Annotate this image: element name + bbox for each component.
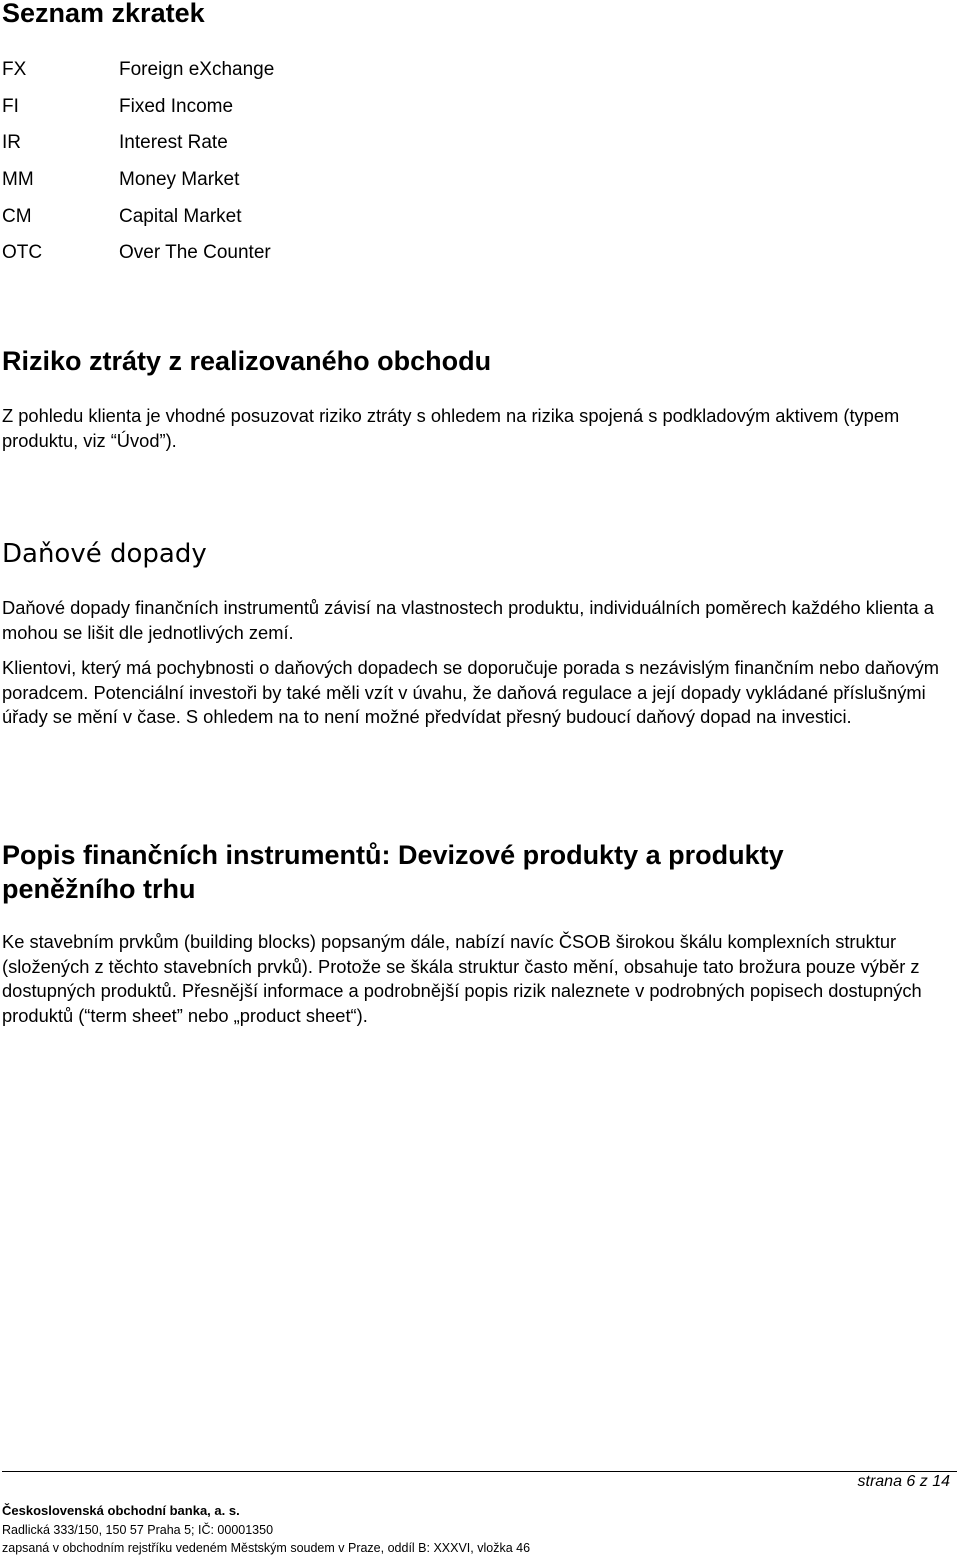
abbreviation-value: Interest Rate xyxy=(119,132,228,154)
footer-company: Československá obchodní banka, a. s. xyxy=(2,1503,240,1518)
abbreviation-key: CM xyxy=(2,205,32,227)
abbreviation-key: OTC xyxy=(2,242,43,264)
riziko-paragraph: Z pohledu klienta je vhodné posuzovat riziko ztráty s ohledem na rizika spojená s podkladovým aktivem (typem produktu, viz “Úvod”). xyxy=(2,405,900,451)
abbreviation-row xyxy=(2,52,274,89)
abbreviation-value: Fixed Income xyxy=(119,95,234,117)
abbreviation-value: Over The Counter xyxy=(119,242,271,264)
abbreviation-row xyxy=(2,235,274,272)
abbreviation-key: IR xyxy=(2,132,21,154)
popis-heading: Popis finančních instrumentů: Devizové produkty a produkty peněžního trhu xyxy=(2,840,784,904)
footer-address: Radlická 333/150, 150 57 Praha 5; IČ: 00001350 xyxy=(2,1523,274,1537)
footer-divider xyxy=(2,1471,957,1472)
abbreviations-table xyxy=(2,52,274,272)
abbreviation-key: FI xyxy=(2,95,19,117)
abbreviation-value: Money Market xyxy=(119,169,240,191)
abbreviation-row xyxy=(2,89,274,126)
footer-register: zapsaná v obchodním rejstříku vedeném Městským soudem v Praze, oddíl B: XXXVI, vložka 46 xyxy=(2,1541,531,1555)
page-number: strana 6 z 14 xyxy=(857,1473,950,1490)
abbreviation-key: MM xyxy=(2,169,34,191)
dane-heading: Daňové dopady xyxy=(2,539,207,569)
abbreviation-key: FX xyxy=(2,59,27,81)
dane-paragraph-1: Daňové dopady finančních instrumentů závisí na vlastnostech produktu, individuálních poměrech každého klienta a mohou se lišit dle jednotlivých zemí. xyxy=(2,597,934,643)
abbreviation-value: Capital Market xyxy=(119,205,242,227)
popis-paragraph: Ke stavebním prvkům (building blocks) popsaným dále, nabízí navíc ČSOB širokou škálu komplexních struktur (složených z těchto stavebních prvků). Protože se škála struktur často mění, obsahuje tato brožura pouze výběr z dostupných produktů. Přesnější informace a podrobnější popis rizik naleznete v podrobných popisech dostupných produktů (“term sheet” nebo „product sheet“). xyxy=(2,931,922,1026)
riziko-heading: Riziko ztráty z realizovaného obchodu xyxy=(2,346,492,376)
abbreviations-heading: Seznam zkratek xyxy=(2,0,205,28)
abbreviation-row xyxy=(2,125,274,162)
abbreviation-value: Foreign eXchange xyxy=(119,59,275,81)
abbreviation-row xyxy=(2,162,274,199)
dane-paragraph-2: Klientovi, který má pochybnosti o daňových dopadech se doporučuje porada s nezávislým finančním nebo daňovým poradcem. Potenciální investoři by také měli vzít v úvahu, že daňová regulace a její dopady vykládané příslušnými úřady se mění v čase. S ohledem na to není možné předvídat přesný budoucí daňový dopad na investici. xyxy=(2,657,939,727)
abbreviation-row xyxy=(2,198,274,235)
